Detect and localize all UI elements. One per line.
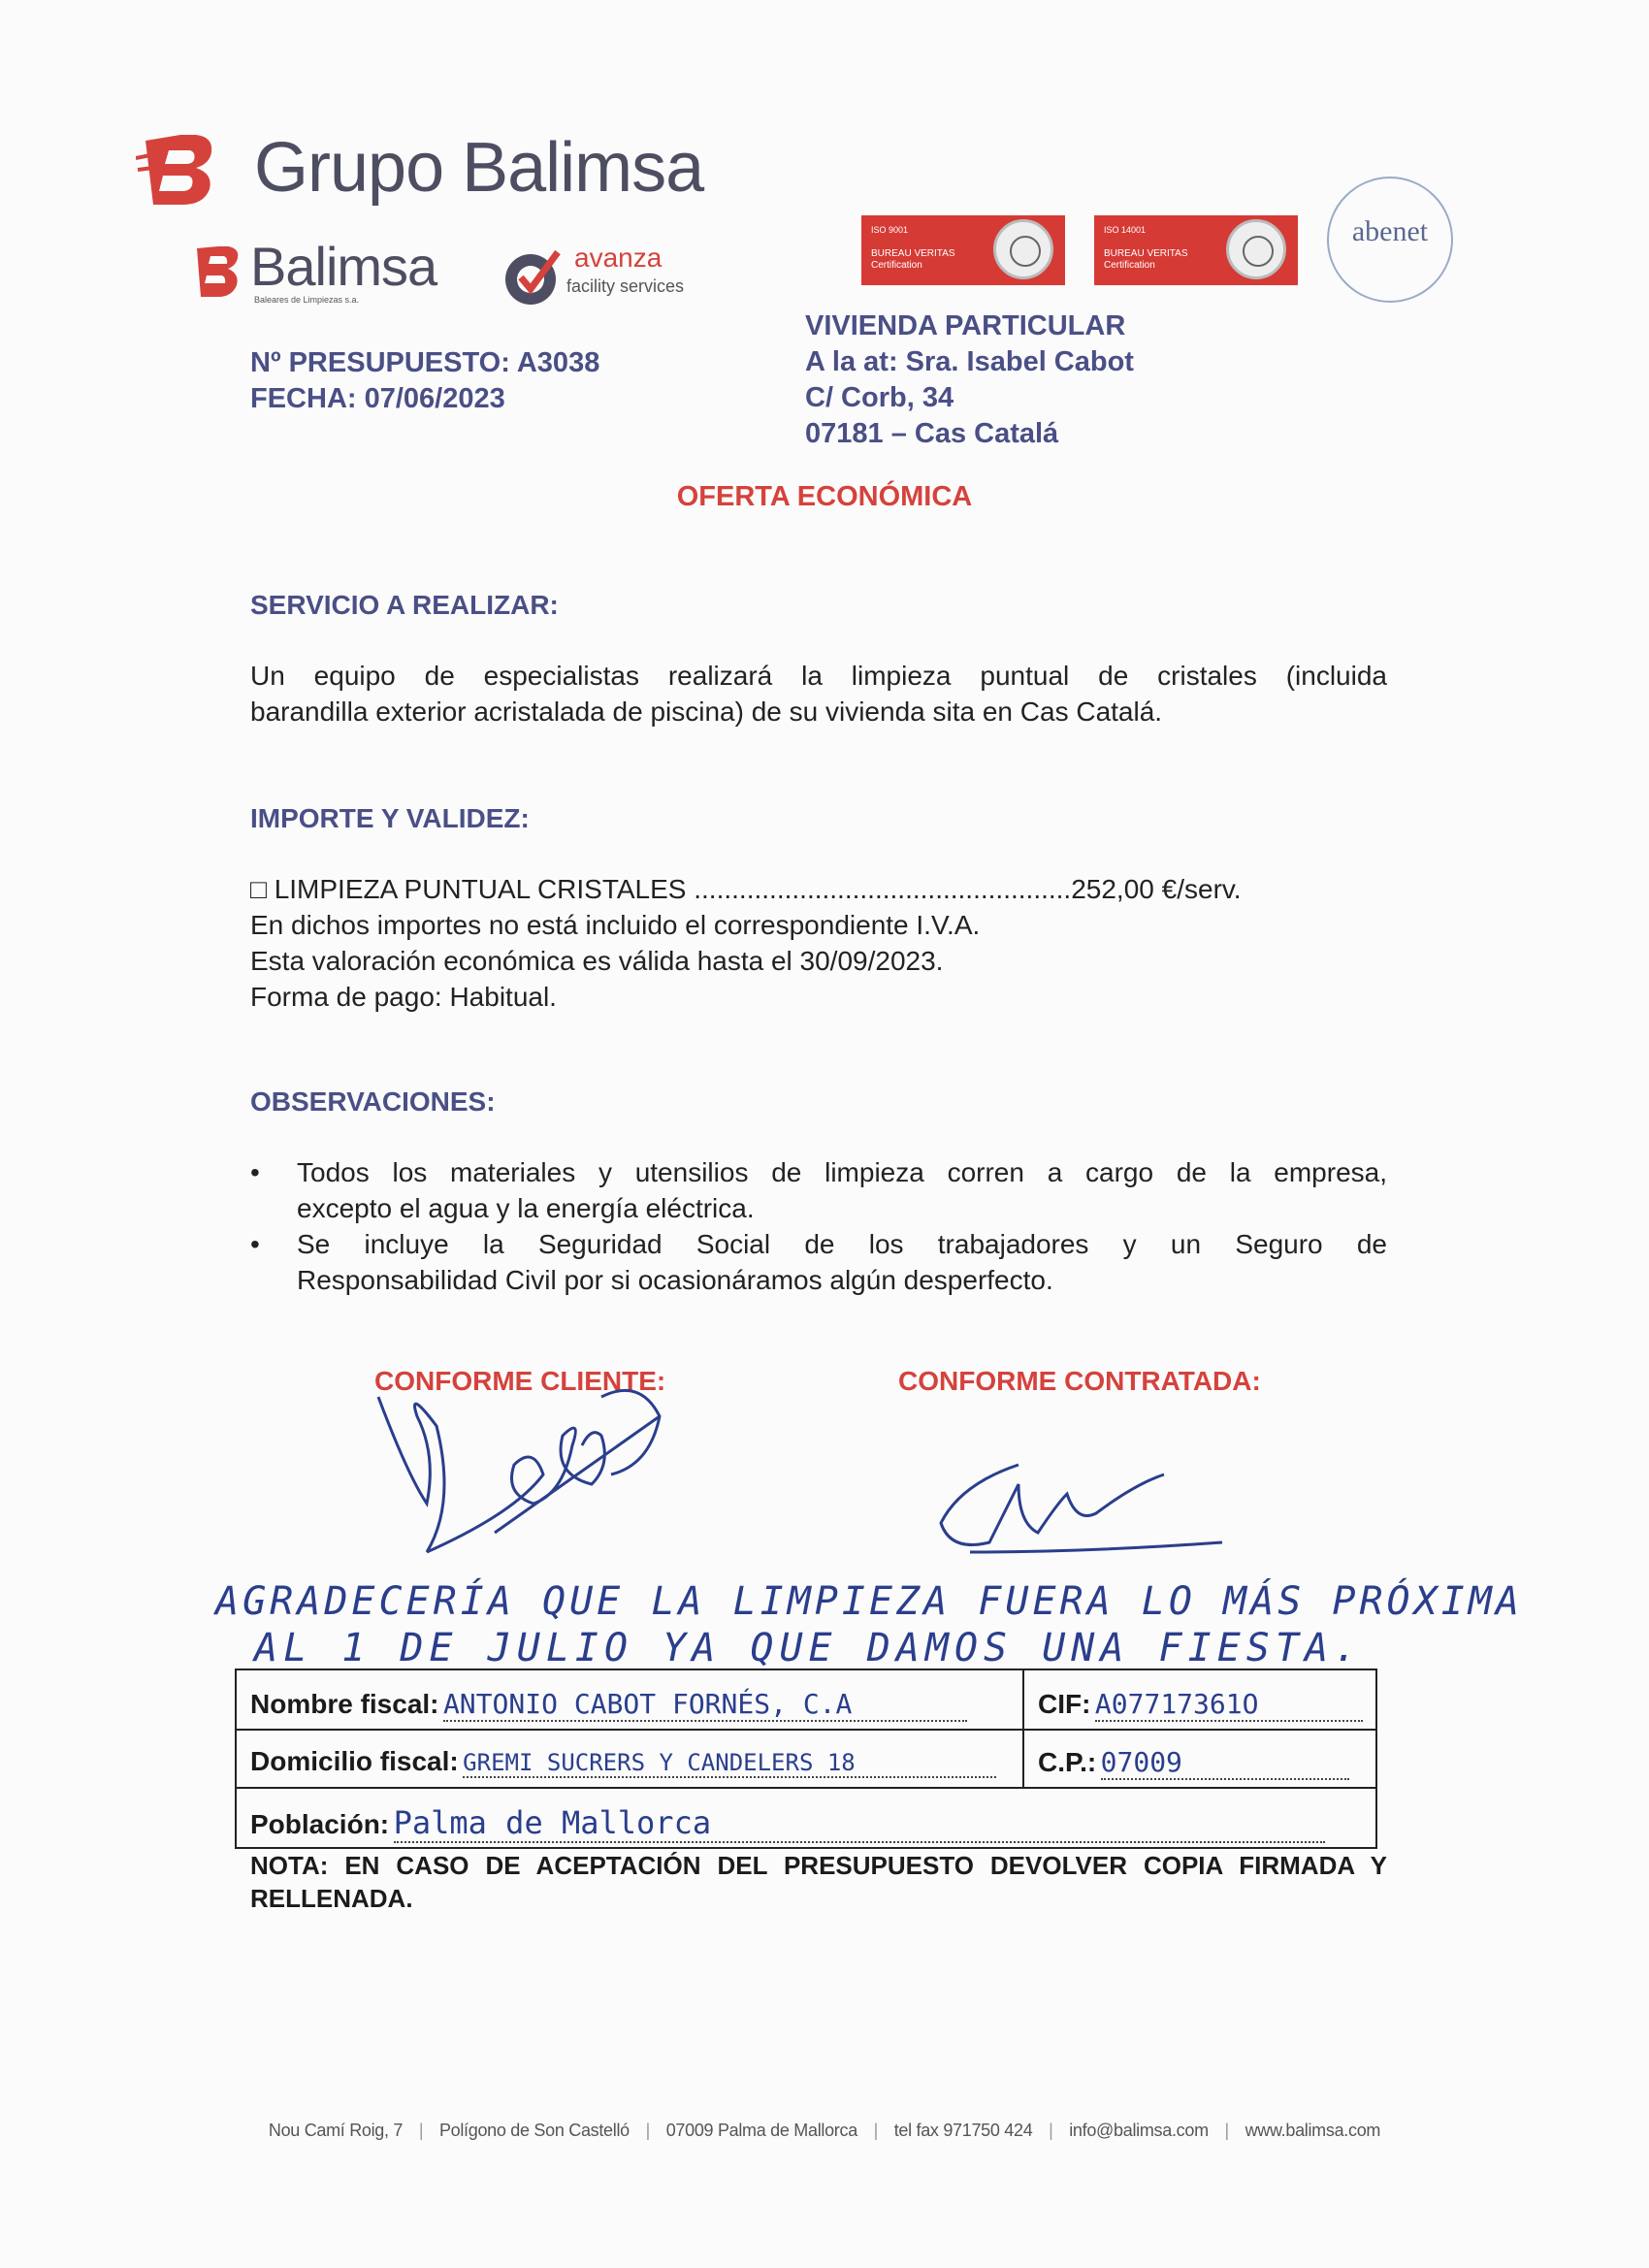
table-divider [237,1787,1375,1789]
cif-field[interactable]: A07717361O [1095,1688,1363,1722]
postal-code-row [1038,1746,1368,1780]
certification-badge-iso14001 [1094,215,1298,285]
cif-row [1038,1688,1368,1722]
footer: Nou Camí Roig, 7 | Polígono de Son Castelló | 07009 Palma de Mallorca | tel fax 971750 424 | info@balimsa.com | www.balimsa.com [268,2121,1381,2140]
observation-line: Responsabilidad Civil por si ocasionáramos algún desperfecto. [297,1265,1053,1295]
certification-badge-iso9001 [861,215,1065,285]
recipient-street: C/ Corb, 34 [805,382,954,413]
fiscal-address-label: Domicilio fiscal: [250,1746,459,1776]
service-description [250,658,1387,729]
footer-email[interactable]: info@balimsa.com [1069,2121,1209,2140]
company-logo-icon [189,243,247,301]
list-item [250,1226,1387,1298]
quote-date: FECHA: 07/06/2023 [250,383,505,414]
bureau-veritas-seal-icon [1226,219,1286,279]
observations-list [250,1154,1387,1298]
recipient-city: 07181 – Cas Catalá [805,418,1059,449]
list-item [250,1154,1387,1226]
recipient-attention: A la at: Sra. Isabel Cabot [805,346,1134,377]
service-line: Un equipo de especialistas realizará la limpieza puntual de cristales (incluida [250,661,1387,691]
city-label: Población: [250,1809,390,1839]
group-logo-text: Grupo Balimsa [254,129,704,207]
observations-heading: OBSERVACIONES: [250,1086,496,1117]
service-line: barandilla exterior acristalada de piscina) de su vivienda sita en Cas Catalá. [250,697,1163,727]
payment-terms: Forma de pago: Habitual. [250,982,557,1012]
observation-line: excepto el agua y la energía eléctrica. [297,1193,755,1223]
client-signature-icon [369,1358,698,1581]
service-heading: SERVICIO A REALIZAR: [250,590,559,620]
cert-iso-label: ISO 14001 [1104,225,1147,235]
fiscal-name-field[interactable]: ANTONIO CABOT FORNÉS, C.A [443,1688,967,1722]
quote-number: Nº PRESUPUESTO: A3038 [250,347,600,378]
handwritten-note-line2: AL 1 DE JULIO YA QUE DAMOS UNA FIESTA. [254,1626,1364,1670]
observation-line: Se incluye la Seguridad Social de los trabajadores y un Seguro de [297,1229,1387,1259]
avanza-logo-icon [500,244,566,310]
pricing-block [250,871,1395,1015]
postal-code-field[interactable]: 07009 [1101,1746,1349,1780]
observation-line: Todos los materiales y utensilios de limpieza corren a cargo de la empresa, [297,1157,1387,1187]
fiscal-name-label: Nombre fiscal: [250,1689,439,1719]
recipient-type: VIVIENDA PARTICULAR [805,310,1126,341]
client-signature-label: CONFORME CLIENTE: [374,1366,666,1396]
fiscal-address-row [250,1746,1017,1778]
handwritten-note-line1: AGRADECERÍA QUE LA LIMPIEZA FUERA LO MÁS PRÓXIMA [215,1579,1523,1624]
fiscal-data-table [235,1669,1377,1849]
note-line: RELLENADA. [250,1884,413,1913]
contractor-signature-icon [931,1445,1242,1562]
pricing-heading: IMPORTE Y VALIDEZ: [250,803,530,833]
price-item-label: □ LIMPIEZA PUNTUAL CRISTALES [250,874,695,904]
contractor-signature-label: CONFORME CONTRATADA: [898,1366,1261,1396]
company-tagline: Baleares de Limpiezas s.a. [254,295,360,305]
price-value: 252,00 €/serv. [1071,874,1242,904]
footer-address: Nou Camí Roig, 7 [268,2121,404,2140]
city-field[interactable]: Palma de Mallorca [394,1804,1325,1843]
recipient-block [805,308,1134,452]
company-logo-text: Balimsa [250,236,437,297]
avanza-logo-name: avanza [574,243,663,273]
footer-city: 07009 Palma de Mallorca [665,2121,857,2140]
group-logo-icon [136,131,229,209]
note-line: NOTA: EN CASO DE ACEPTACIÓN DEL PRESUPUESTO DEVOLVER COPIA FIRMADA Y [250,1851,1387,1880]
fiscal-name-row [250,1688,1017,1722]
bureau-veritas-seal-icon [993,219,1053,279]
price-leader-dots: .................................................. [694,874,1072,904]
table-divider [1022,1670,1024,1787]
table-divider [237,1729,1375,1731]
abenet-logo-text: abenet [1351,215,1429,247]
quote-info [250,345,599,417]
price-line [250,871,1395,907]
iva-note: En dichos importes no está incluido el correspondiente I.V.A. [250,910,981,940]
fiscal-address-field[interactable]: GREMI SUCRERS Y CANDELERS 18 [463,1749,996,1778]
city-row [250,1804,1366,1843]
cert-body-label: BUREAU VERITAS Certification [871,248,955,271]
footer-area: Polígono de Son Castelló [438,2121,630,2140]
bullet-icon: • [250,1229,260,1259]
bullet-icon: • [250,1157,260,1187]
cif-label: CIF: [1038,1689,1091,1719]
validity-note: Esta valoración económica es válida hasta el 30/09/2023. [250,946,944,976]
postal-code-label: C.P.: [1038,1747,1097,1777]
acceptance-note [250,1849,1387,1915]
cert-iso-label: ISO 9001 [871,225,909,235]
footer-website[interactable]: www.balimsa.com [1245,2121,1381,2140]
avanza-logo-tagline: facility services [566,276,685,296]
cert-body-label: BUREAU VERITAS Certification [1104,248,1188,271]
footer-phone: tel fax 971750 424 [893,2121,1033,2140]
document-title: OFERTA ECONÓMICA [676,481,973,512]
